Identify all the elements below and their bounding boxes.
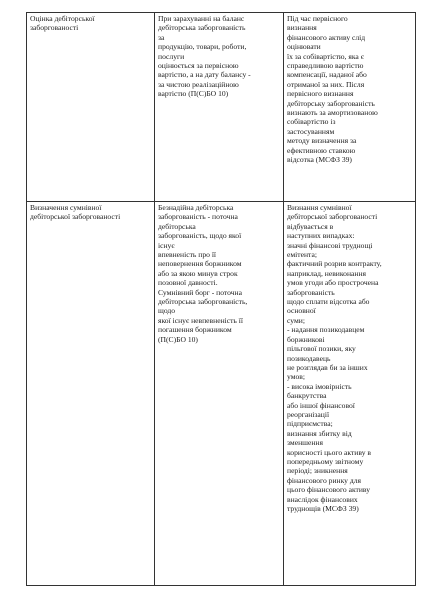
text-line: Визнання сумнівної: [287, 203, 352, 212]
text-line: банкрутства: [287, 391, 327, 401]
text-line: визнання: [287, 23, 317, 33]
text-line: - висока імовірність: [287, 381, 352, 391]
text-line: неповернення боржником: [158, 259, 242, 269]
text-line: продукцію, товари, роботи,: [158, 42, 247, 52]
text-line: внаслідок фінансових: [287, 494, 358, 504]
text-line: якої існує невпевненість її: [158, 315, 244, 325]
text-line: існує: [158, 240, 175, 250]
text-line: фінансового ринку для: [287, 475, 361, 485]
text-line: оцінювати: [287, 42, 321, 52]
text-line: щодо: [158, 306, 176, 316]
text-line: або іншої фінансової: [287, 400, 355, 410]
text-line: значні фінансові труднощі: [287, 240, 373, 250]
text-line: компенсації, наданої або: [287, 70, 367, 80]
text-line: погашення боржником: [158, 325, 232, 335]
text-line: зменшення: [287, 438, 323, 448]
text-line: дебіторської заборгованості: [287, 212, 378, 222]
text-line: справедливою вартістю: [287, 61, 364, 71]
text-line: фактичний розрив контракту,: [287, 259, 382, 269]
criterion-cell: [27, 13, 155, 202]
table-row: [27, 202, 416, 586]
text-line: дебіторської заборгованості: [30, 212, 121, 222]
text-line: умов угоди або прострочена: [287, 278, 379, 288]
text-line: або за якою минув строк: [158, 268, 238, 278]
text-line: Під час первісного: [287, 14, 348, 23]
text-line: наступних випадках:: [287, 231, 355, 241]
text-line: корисності цього активу в: [287, 447, 371, 457]
text-line: щодо сплати відсотка або: [287, 297, 370, 307]
text-line: за чистою реалізаційною: [158, 79, 239, 89]
text-line: собівартістю із: [287, 117, 336, 127]
msfz-cell: [284, 202, 416, 586]
text-line: послуги: [158, 51, 185, 61]
criterion-cell: [27, 202, 155, 586]
text-line: підприємства;: [287, 419, 333, 429]
text-line: При зарахуванні на баланс: [158, 14, 245, 23]
text-line: за: [158, 32, 165, 42]
text-line: реорганізації: [287, 409, 330, 419]
text-line: фінансового активу слід: [287, 32, 366, 42]
text-line: дебіторська заборгованість,: [158, 297, 248, 307]
text-line: не розглядав би за інших: [287, 362, 368, 372]
text-line: позикодавець: [287, 353, 331, 363]
text-line: боржникові: [287, 334, 325, 344]
text-line: труднощів (МСФЗ 39): [287, 504, 359, 513]
text-line: дебіторську заборгованість: [287, 98, 375, 108]
text-line: заборгованість - поточна: [158, 212, 238, 222]
table-row: [27, 13, 416, 202]
text-line: отриманої за них. Після: [287, 79, 365, 89]
text-line: (П(С)БО 10): [158, 334, 198, 344]
text-line: застосуванням: [287, 126, 335, 136]
text-line: умов;: [287, 372, 305, 382]
text-line: дебіторська заборгованість: [158, 23, 246, 33]
text-line: визнають за амортизованою: [287, 108, 378, 118]
text-line: заборгованість: [287, 287, 335, 297]
text-line: Сумнівний борг - поточна: [158, 287, 242, 297]
text-line: вартістю (П(С)БО 10): [158, 89, 229, 99]
text-line: емітента;: [287, 250, 317, 260]
text-line: відсотка (МСФЗ 39): [287, 155, 352, 165]
text-line: вартістю, а на дату балансу -: [158, 70, 251, 80]
text-line: методу визначення за: [287, 136, 357, 146]
text-line: основної: [287, 306, 316, 316]
text-line: відбувається в: [287, 221, 334, 231]
msfz-cell: [284, 13, 416, 202]
text-line: суми;: [287, 315, 305, 325]
text-line: Визначення сумнівної: [30, 203, 102, 212]
text-line: наприклад, невиконання: [287, 268, 367, 278]
text-line: первісного визнання: [287, 89, 354, 99]
psbo-cell: [155, 13, 284, 202]
text-line: позовної давності.: [158, 278, 218, 288]
comparison-table: [26, 12, 416, 586]
text-line: визнання збитку від: [287, 428, 352, 438]
text-line: впевненість про її: [158, 250, 217, 260]
text-line: цього фінансового активу: [287, 485, 371, 495]
text-line: оцінюється за первісною: [158, 61, 239, 71]
text-line: ефективною ставкою: [287, 145, 356, 155]
text-line: заборгованості: [30, 23, 79, 33]
text-line: попередньому звітному: [287, 456, 364, 466]
text-line: - надання позикодавцем: [287, 325, 365, 335]
text-line: дебіторська: [158, 221, 196, 231]
text-line: пільгової позики, яку: [287, 344, 356, 354]
psbo-cell: [155, 202, 284, 586]
text-line: Безнадійна дебіторська: [158, 203, 234, 212]
text-line: Оцінка дебіторської: [30, 14, 95, 23]
text-line: періоді; зникнення: [287, 466, 348, 476]
text-line: їх за собівартістю, яка є: [287, 51, 364, 61]
text-line: заборгованість, щодо якої: [158, 231, 242, 241]
